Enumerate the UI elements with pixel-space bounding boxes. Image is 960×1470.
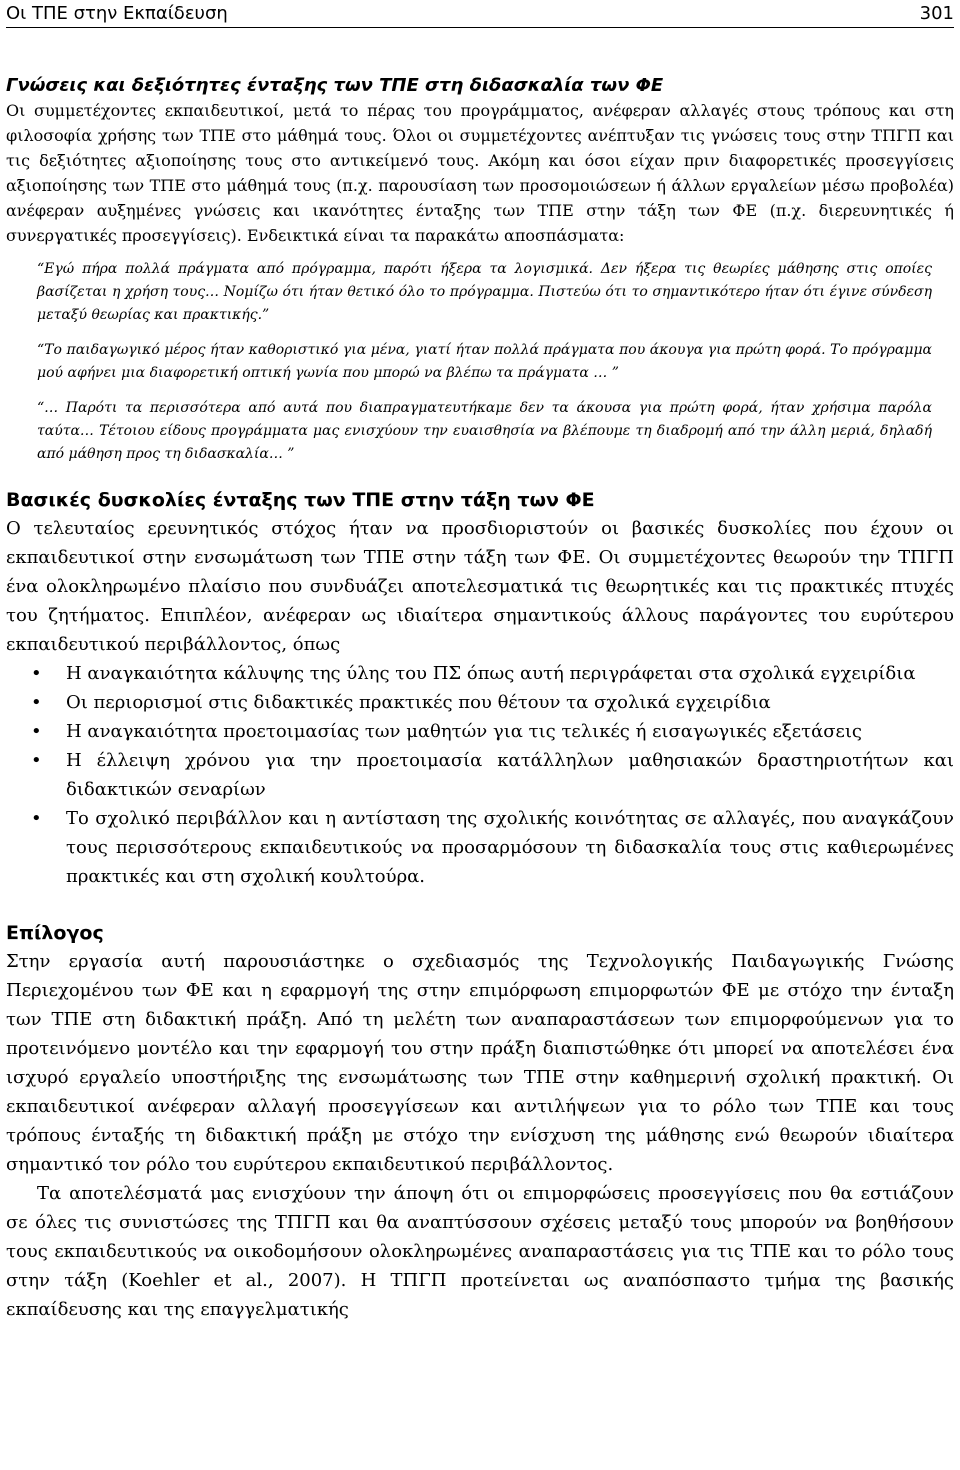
page-number: 301 [919, 3, 954, 24]
running-header [6, 0, 954, 28]
difficulties-paragraph: Ο τελευταίος ερευνητικός στόχος ήταν να προσδιοριστούν οι βασικές δυσκολίες που έχουν οι εκπαιδευτικοί στην ενσωμάτωση των ΤΠΕ στην τάξη των ΦΕ. Οι συμμετέχοντες θεωρούν την ΤΠΓΠ ένα ολοκληρωμένο πλαίσιο που συνδυάζει αποτελεσματικά τις θεωρητικές και τις πρακτικές πτυχές του ζητήματος. Επιπλέον, ανέφεραν ως ιδιαίτερα σημαντικούς άλλους παράγοντες του ευρύτερου εκπαιδευτικού περιβάλλοντος, όπως [6, 518, 954, 655]
knowledge-skills-paragraph: Οι συμμετέχοντες εκπαιδευτικοί, μετά το πέρας του προγράμματος, ανέφεραν αλλαγές στους τρόπους και στη φιλοσοφία χρήσης των ΤΠΕ στο μάθημά τους. Όλοι οι συμμετέχοντες ανέπτυξαν τις γνώσεις τους στην ΤΠΓΠ και τις δεξιότητες αξιοποίησης τους στο αντικείμενό τους. Ακόμη και όσοι είχαν πριν διαφορετικές προσεγγίσεις αξιοποίησης των ΤΠΕ στο μάθημά τους (π.χ. παρουσίαση των προσομοιώσεων ή άλλων εργαλείων μέσω προβολέα) ανέφεραν αυξημένες γνώσεις και ικανότητες ένταξης των ΤΠΕ στην τάξη των ΦΕ (π.χ. διερευνητικές ή συνεργατικές προσεγγίσεις). Ενδεικτικά είναι τα παρακάτω αποσπάσματα: [6, 101, 954, 245]
interview-quotes [6, 258, 954, 466]
list-item [6, 746, 954, 804]
list-item [6, 804, 954, 891]
heading-epilogue: Επίλογος [6, 922, 104, 944]
list-item [6, 688, 954, 717]
difficulties-list [6, 659, 954, 891]
heading-difficulties: Βασικές δυσκολίες ένταξης των ΤΠΕ στην τάξη των ΦΕ [6, 489, 595, 511]
bullet-icon: • [31, 692, 42, 713]
bullet-icon: • [31, 663, 42, 684]
list-item-text: Η αναγκαιότητα προετοιμασίας των μαθητών για τις τελικές ή εισαγωγικές εξετάσεις [66, 721, 862, 742]
list-item-text: Η έλλειψη χρόνου για την προετοιμασία κατάλληλων μαθησιακών δραστηριοτήτων και διδακτικών σεναρίων [66, 750, 954, 800]
list-item-text: Οι περιορισμοί στις διδακτικές πρακτικές που θέτουν τα σχολικά εγχειρίδια [66, 692, 771, 713]
list-item-text: Η αναγκαιότητα κάλυψης της ύλης του ΠΣ όπως αυτή περιγράφεται στα σχολικά εγχειρίδια [66, 663, 916, 684]
quote-3: “… Παρότι τα περισσότερα από αυτά που διαπραγματευτήκαμε δεν τα άκουσα για πρώτη φορά, ήταν χρήσιμα παρόλα ταύτα… Τέτοιου είδους προγράμματα μας ενισχύουν την ευαισθησία να βλέπουμε τη διαδρομή από την άλλη μεριά, δηλαδή από μάθηση προς τη διδασκαλία… ” [37, 400, 932, 462]
list-item-text: Το σχολικό περιβάλλον και η αντίσταση της σχολικής κοινότητας σε αλλαγές, που αναγκάζουν τους περισσότερους εκπαιδευτικούς να προσαρμόσουν τη διδασκαλία τους στις καθιερωμένες πρακτικές και στη σχολική κουλτούρα. [66, 808, 954, 887]
heading-knowledge-skills: Γνώσεις και δεξιότητες ένταξης των ΤΠΕ στη διδασκαλία των ΦΕ [6, 75, 664, 96]
epilogue-paragraph-1: Στην εργασία αυτή παρουσιάστηκε ο σχεδιασμός της Τεχνολογικής Παιδαγωγικής Γνώσης Περιεχομένου των ΦΕ και η εφαρμογή της στην επιμόρφωση επιμορφωτών ΦΕ με στόχο την ένταξη των ΤΠΕ στη διδακτική πράξη. Από τη μελέτη των αναπαραστάσεων των επιμορφούμενων για το προτεινόμενο μοντέλο και την εφαρμογή του στην πράξη διαπιστώθηκε ότι μπορεί να αποτελέσει ένα ισχυρό εργαλείο υποστήριξης της ενσωμάτωσης των ΤΠΕ στην καθημερινή σχολική πρακτική. Οι εκπαιδευτικοί ανέφεραν αλλαγή προσεγγίσεων και αντιλήψεων για το ρόλο των ΤΠΕ και τους τρόπους ένταξής τη διδακτική πράξη με στόχο την ενίσχυση της μάθησης ενώ θεωρούν ιδιαίτερα σημαντικό τον ρόλο του ευρύτερου εκπαιδευτικού περιβάλλοντος. [6, 951, 954, 1175]
quote-1: “Εγώ πήρα πολλά πράγματα από πρόγραμμα, παρότι ήξερα τα λογισμικά. Δεν ήξερα τις θεωρίες μάθησης στις οποίες βασίζεται η χρήση τους… Νομίζω ότι ήταν θετικό όλο το πρόγραμμα. Πιστεύω ότι το σημαντικότερο ήταν ότι έγινε σύνδεση μεταξύ θεωρίας και πρακτικής.” [37, 261, 932, 323]
bullet-icon: • [31, 750, 42, 771]
quote-2: “Το παιδαγωγικό μέρος ήταν καθοριστικό για μένα, γιατί ήταν πολλά πράγματα που άκουγα για πρώτη φορά. Το πρόγραμμα μού αφήνει μια διαφορετική οπτική γωνία που μπορώ να βλέπω τα πράγματα … ” [37, 342, 932, 381]
list-item [6, 717, 954, 746]
running-title: Οι ΤΠΕ στην Εκπαίδευση [6, 3, 228, 24]
epilogue-paragraph-2: Τα αποτελέσματά μας ενισχύουν την άποψη ότι οι επιμορφώσεις προσεγγίσεις που θα εστιάζουν σε όλες τις συνιστώσες της ΤΠΓΠ και θα αναπτύσσουν σχέσεις μεταξύ τους μπορούν να βοηθήσουν τους εκπαιδευτικούς να οικοδομήσουν ολοκληρωμένες αναπαραστάσεις για τις ΤΠΕ και το ρόλο τους στην τάξη (Koehler et al., 2007). Η ΤΠΓΠ προτείνεται ως αναπόσπαστο τμήμα της βασικής εκπαίδευσης και της επαγγελματικής [6, 1183, 954, 1320]
list-item [6, 659, 954, 688]
bullet-icon: • [31, 721, 42, 742]
bullet-icon: • [31, 808, 42, 829]
